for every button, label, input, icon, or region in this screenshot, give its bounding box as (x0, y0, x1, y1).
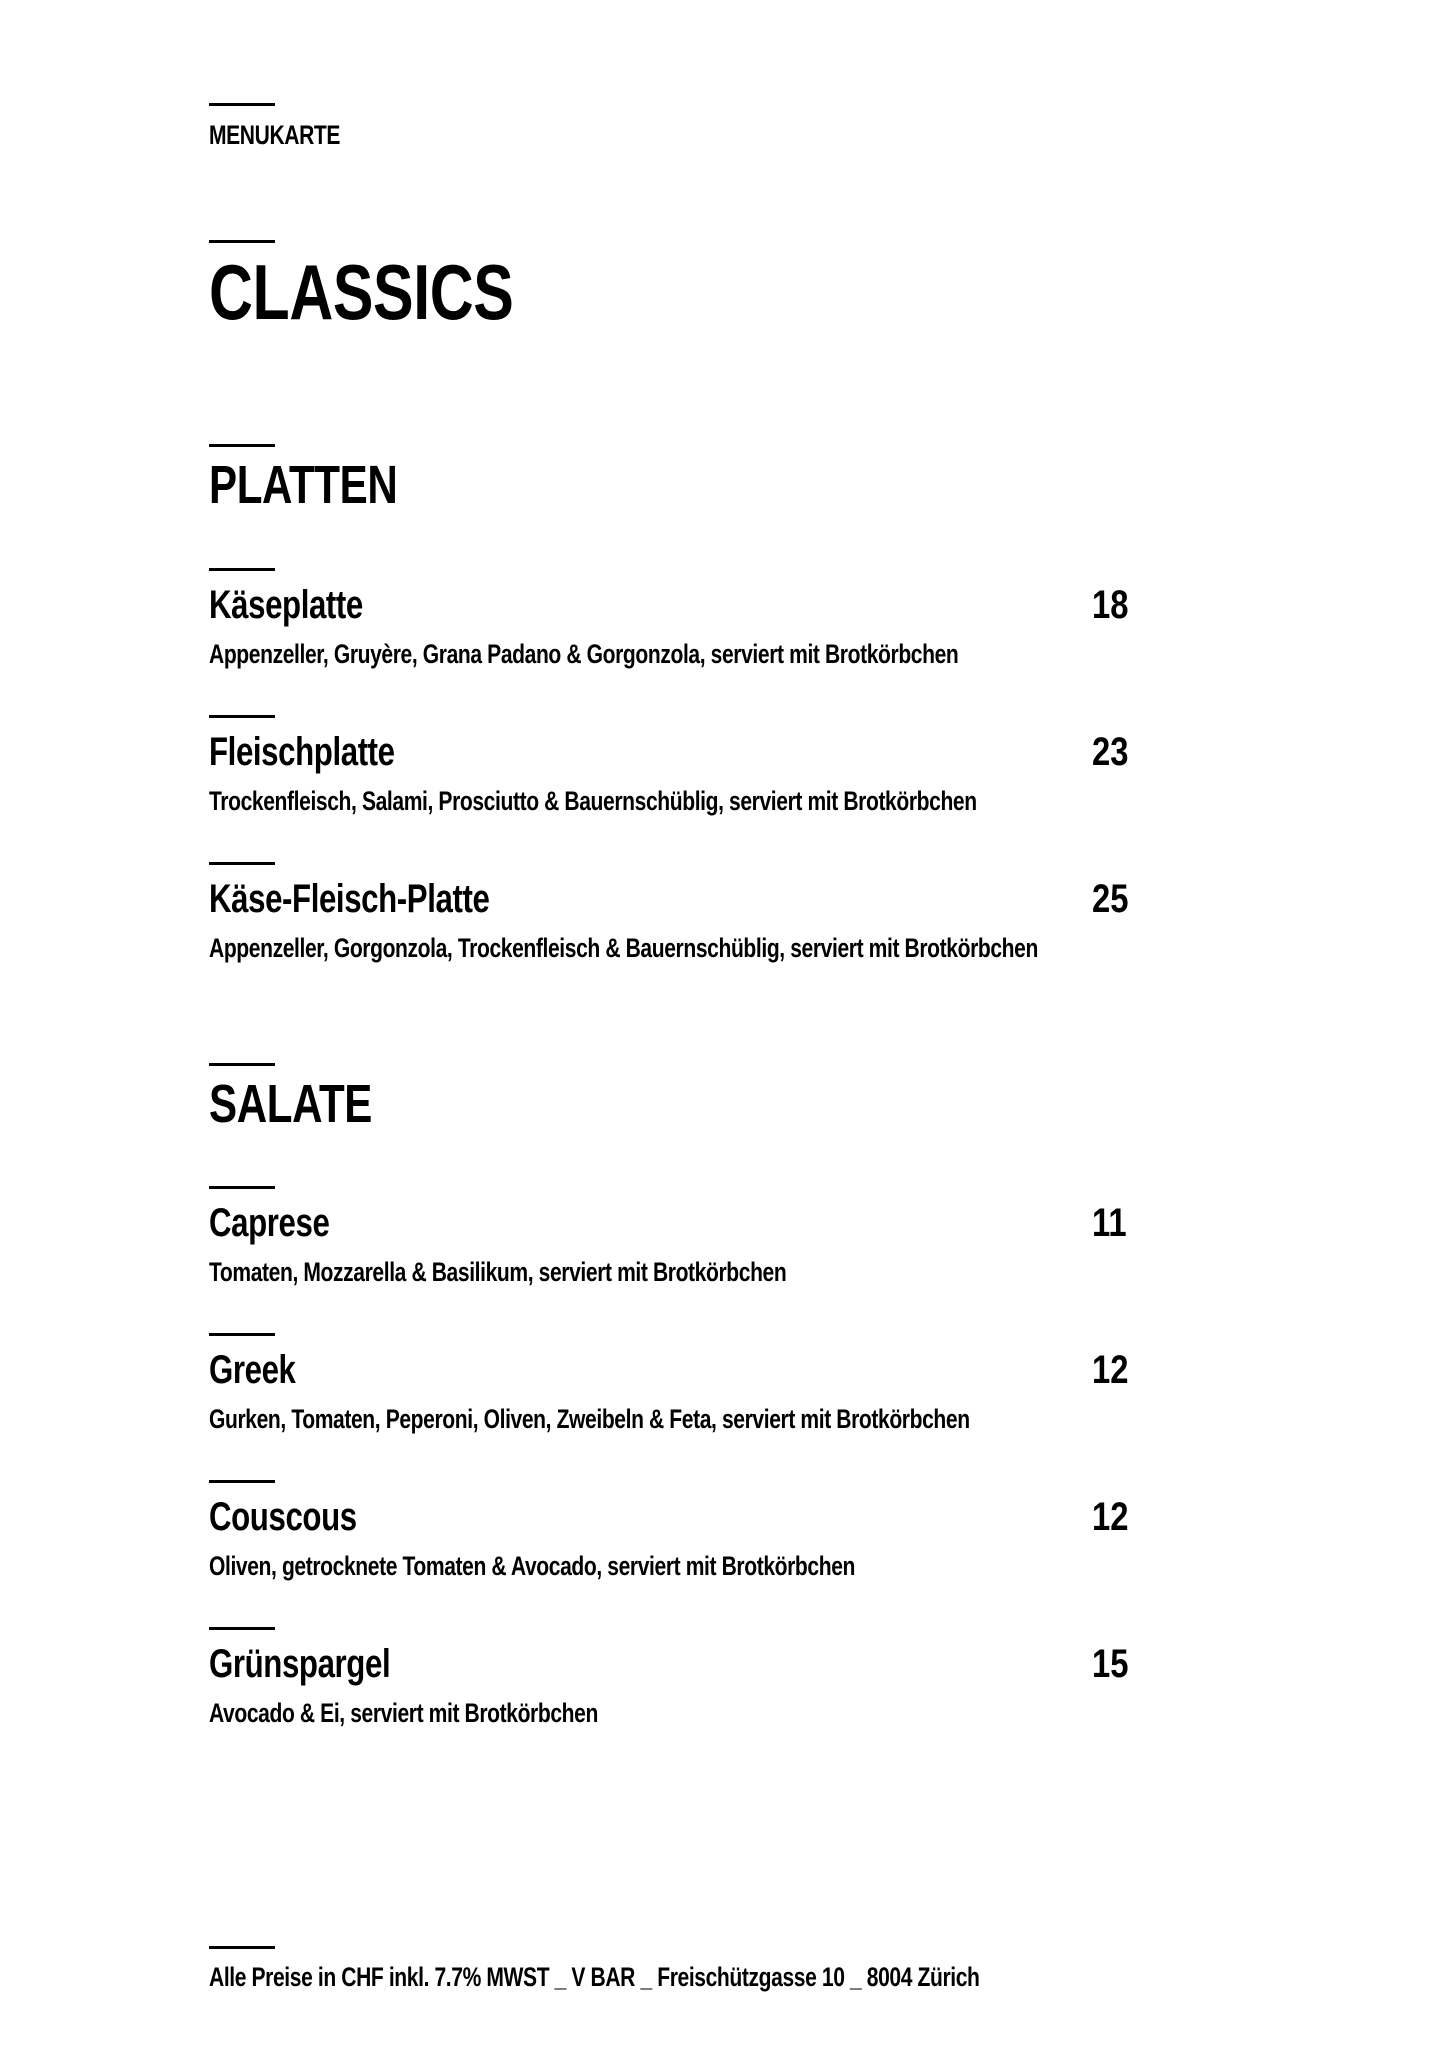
item-divider (209, 1186, 275, 1189)
item-name: Käseplatte (209, 583, 363, 627)
item-name: Käse-Fleisch-Platte (209, 877, 490, 921)
item-price: 18 (1092, 583, 1129, 627)
item-name: Caprese (209, 1201, 330, 1245)
item-price: 12 (1092, 1495, 1129, 1539)
section-title-platten: PLATTEN (209, 455, 398, 515)
item-name: Grünspargel (209, 1642, 391, 1686)
item-price: 11 (1092, 1201, 1127, 1245)
item-description: Gurken, Tomaten, Peperoni, Oliven, Zweibeln & Feta, serviert mit Brotkörbchen (209, 1404, 970, 1434)
header-divider (209, 103, 275, 106)
item-name: Greek (209, 1348, 296, 1392)
item-description: Appenzeller, Gruyère, Grana Padano & Gorgonzola, serviert mit Brotkörbchen (209, 639, 959, 669)
item-divider (209, 1333, 275, 1336)
section-title-salate: SALATE (209, 1074, 373, 1134)
page-title: CLASSICS (209, 248, 514, 336)
section-divider (209, 444, 275, 447)
item-price: 23 (1092, 730, 1129, 774)
item-divider (209, 715, 275, 718)
title-divider (209, 240, 275, 243)
item-name: Couscous (209, 1495, 357, 1539)
section-divider (209, 1063, 275, 1066)
item-description: Appenzeller, Gorgonzola, Trockenfleisch & Bauernschüblig, serviert mit Brotkörbchen (209, 933, 1038, 963)
footer-divider (209, 1946, 275, 1949)
item-description: Trockenfleisch, Salami, Prosciutto & Bauernschüblig, serviert mit Brotkörbchen (209, 786, 977, 816)
item-description: Tomaten, Mozzarella & Basilikum, serviert mit Brotkörbchen (209, 1257, 787, 1287)
item-price: 15 (1092, 1642, 1129, 1686)
item-price: 12 (1092, 1348, 1129, 1392)
footer-text: Alle Preise in CHF inkl. 7.7% MWST _ V BAR _ Freischützgasse 10 _ 8004 Zürich (209, 1962, 980, 1992)
item-description: Avocado & Ei, serviert mit Brotkörbchen (209, 1698, 598, 1728)
item-divider (209, 862, 275, 865)
item-price: 25 (1092, 877, 1129, 921)
menu-label: MENUKARTE (209, 120, 341, 150)
item-name: Fleischplatte (209, 730, 395, 774)
item-divider (209, 568, 275, 571)
item-divider (209, 1480, 275, 1483)
item-divider (209, 1627, 275, 1630)
item-description: Oliven, getrocknete Tomaten & Avocado, serviert mit Brotkörbchen (209, 1551, 855, 1581)
